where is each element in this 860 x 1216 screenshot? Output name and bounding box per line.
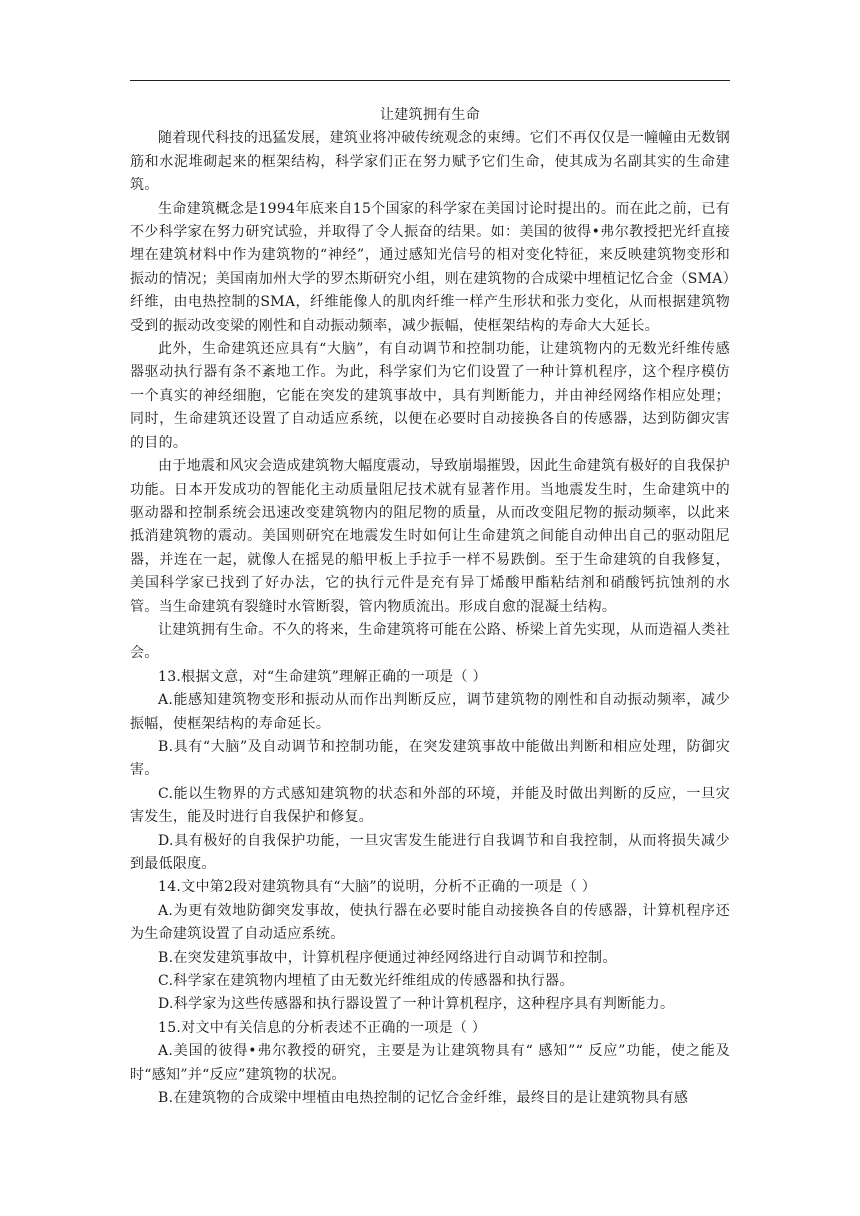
paragraph-2: 生命建筑概念是1994年底来自15个国家的科学家在美国讨论时提出的。而在此之前，已有不少科学家在努力研究试验，并取得了令人振奋的结果。如：美国的彼得•弗尔教授把光纤直接埋在建筑材料中作为建筑物的“神经”，通过感知光信号的相对变化特征，来反映建筑物变形和振动的情况；美国南加州大学的罗杰斯研究小组，则在建筑物的合成梁中埋植记忆合金（SMA）纤维，由电热控制的SMA，纤维能像人的肌肉纤维一样产生形状和张力变化，从而根据建筑物受到的振动改变梁的刚性和自动振动频率，减少振幅，使框架结构的寿命大大延长。 xyxy=(130,200,730,334)
question-14-option-d: D.科学家为这些传感器和执行器设置了一种计算机程序，这种程序具有判断能力。 xyxy=(158,996,675,1013)
question-13-option-b: B.具有“大脑”及自动调节和控制功能，在突发建筑事故中能做出判断和相应处理，防御灾害。 xyxy=(130,738,730,779)
header-rule xyxy=(130,80,730,81)
question-14-stem: 14.文中第2段对建筑物具有“大脑”的说明，分析不正确的一项是（ ） xyxy=(158,879,597,896)
article-body xyxy=(130,104,730,1110)
paragraph-5: 让建筑拥有生命。不久的将来，生命建筑将可能在公路、桥梁上首先实现，从而造福人类社会。 xyxy=(130,621,730,662)
question-14-option-a: A.为更有效地防御突发事故，使执行器在必要时能自动接换各自的传感器，计算机程序还为生命建筑设置了自动适应系统。 xyxy=(130,902,730,943)
paragraph-3: 此外，生命建筑还应具有“大脑”，有自动调节和控制功能，让建筑物内的无数光纤维传感器驱动执行器有条不紊地工作。为此，科学家们为它们设置了一种计算机程序，这个程序模仿一个真实的神经细胞，它能在突发的建筑事故中，具有判断能力，并由神经网络作相应处理；同时，生命建筑还设置了自动适应系统，以便在必要时自动接换各自的传感器，达到防御灾害的目的。 xyxy=(130,341,730,451)
question-13-stem: 13.根据文意，对“生命建筑”理解正确的一项是（ ） xyxy=(158,668,487,685)
question-14-option-c: C.科学家在建筑物内埋植了由无数光纤维组成的传感器和执行器。 xyxy=(158,973,574,990)
question-13-option-a: A.能感知建筑物变形和振动从而作出判断反应，调节建筑物的刚性和自动振动频率，减少振幅，使框架结构的寿命延长。 xyxy=(130,692,730,732)
paragraph-4: 由于地震和风灾会造成建筑物大幅度震动，导致崩塌摧毁，因此生命建筑有极好的自我保护功能。日本开发成功的智能化主动质量阻尼技术就有显著作用。当地震发生时，生命建筑中的驱动器和控制系统会迅速改变建筑物内的阻尼物的质量，从而改变阻尼物的振动频率，以此来抵消建筑物的震动。美国则研究在地震发生时如何让生命建筑之间能自动伸出自己的驱动阻尼器，并连在一起，就像人在摇晃的船甲板上手拉手一样不易跌倒。至于生命建筑的自我修复，美国科学家已找到了好办法，它的执行元件是充有异丁烯酸甲酯粘结剂和硝酸钙抗蚀剂的水管。当生命建筑有裂缝时水管断裂，管内物质流出。形成自愈的混凝土结构。 xyxy=(130,458,730,615)
question-15-option-a: A.美国的彼得•弗尔教授的研究，主要是为让建筑物具有“ 感知”“ 反应”功能，使之能及时“感知”并“反应”建筑物的状况。 xyxy=(130,1043,730,1083)
question-13-option-d: D.具有极好的自我保护功能，一旦灾害发生能进行自我调节和自我控制，从而将损失减少到最低限度。 xyxy=(130,832,730,872)
question-14-option-b: B.在突发建筑事故中，计算机程序便通过神经网络进行自动调节和控制。 xyxy=(158,949,617,966)
question-15-option-b: B.在建筑物的合成梁中埋植由电热控制的记忆合金纤维，最终目的是让建筑物具有感 xyxy=(158,1090,689,1107)
question-15-stem: 15.对文中有关信息的分析表述不正确的一项是（ ） xyxy=(158,1019,487,1036)
article-title: 让建筑拥有生命 xyxy=(379,107,481,123)
paragraph-1: 随着现代科技的迅猛发展，建筑业将冲破传统观念的束缚。它们不再仅仅是一幢幢由无数钢筋和水泥堆砌起来的框架结构，科学家们正在努力赋予它们生命，使其成为名副其实的生命建筑。 xyxy=(130,130,730,194)
question-13-option-c: C.能以生物界的方式感知建筑物的状态和外部的环境，并能及时做出判断的反应，一旦灾害发生，能及时进行自我保护和修复。 xyxy=(130,785,730,826)
